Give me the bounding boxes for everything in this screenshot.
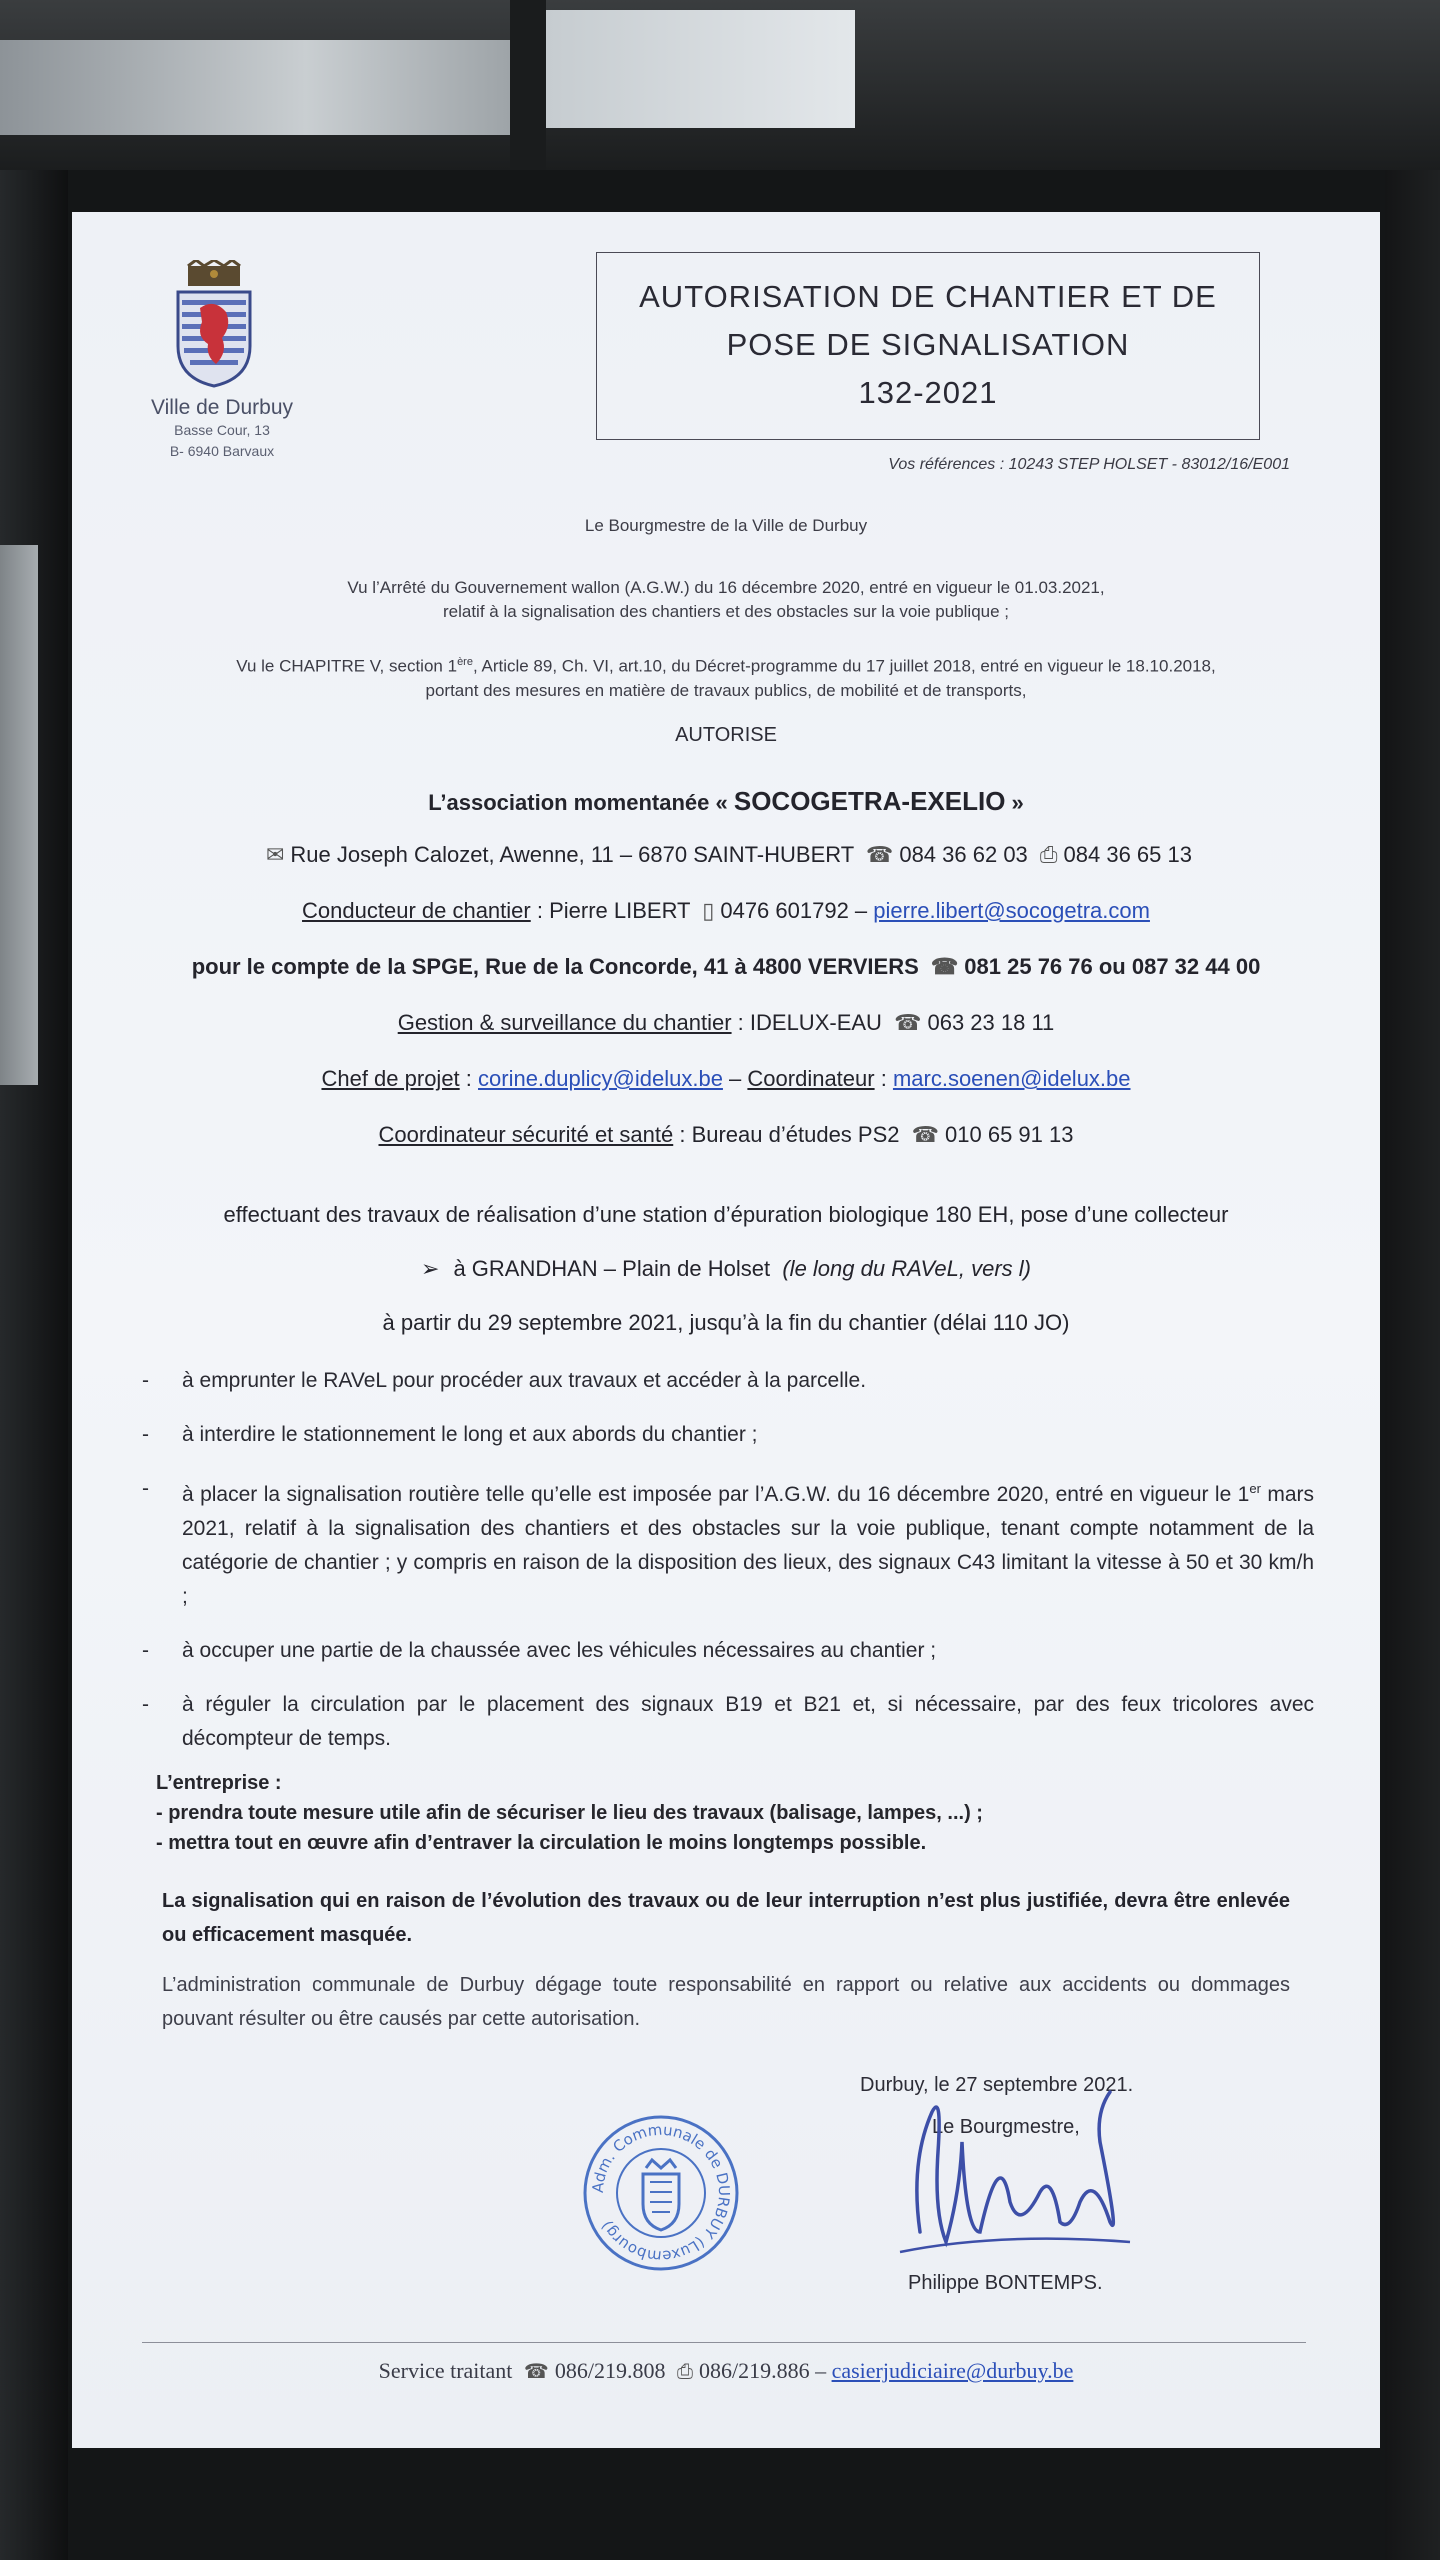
vu-decret	[72, 650, 1380, 703]
fax-icon: ⎙	[1039, 842, 1058, 867]
vu-decret-a: Vu le CHAPITRE V, section 1	[236, 656, 458, 676]
gestion-phone: 063 23 18 11	[927, 1010, 1055, 1035]
compte-line	[72, 954, 1380, 980]
bullet-text	[182, 1472, 1314, 1614]
stamp-ring-text: Adm. Communale de DURBUY (Luxembourg)	[588, 2120, 734, 2266]
conducteur-gsm: 0476 601792 –	[720, 898, 874, 923]
securite-value: : Bureau d’études PS2	[673, 1122, 900, 1147]
works-description: effectuant des travaux de réalisation d’une station d’épuration biologique 180 EH, pose d’une collecteur	[223, 1202, 1229, 1227]
entreprise-heading: L’entreprise :	[156, 1772, 282, 1794]
signatory-role: Le Bourgmestre,	[932, 2116, 1080, 2138]
bullet-text: à emprunter le RAVeL pour procéder aux travaux et accéder à la parcelle.	[182, 1369, 867, 1392]
beneficiary-name: SOCOGETRA-EXELIO	[733, 786, 1006, 816]
phone-icon: ☎	[930, 954, 959, 979]
municipality-address-line2: B- 6940 Barvaux	[169, 443, 275, 459]
official-stamp	[580, 2112, 742, 2274]
notice-document	[72, 212, 1380, 2448]
signalisation-notice: La signalisation qui en raison de l’évolution des travaux ou de leur interruption n’est plus justifiée, devra être enlevée ou efficacement masquée.	[162, 1890, 1290, 1946]
chef-line	[72, 1066, 1380, 1092]
window-glare-right	[545, 10, 855, 128]
beneficiary-phone: 084 36 62 03	[899, 842, 1028, 867]
vu-agw-line1: Vu l’Arrêté du Gouvernement wallon (A.G.W.) du 16 décembre 2020, entré en vigueur le 01.03.2021,	[347, 578, 1105, 597]
chef-dash: –	[722, 1066, 748, 1091]
vu-decret-line1	[72, 650, 1380, 679]
compte-text: pour le compte de la SPGE, Rue de la Concorde, 41 à 4800 VERVIERS	[191, 954, 919, 979]
bullet-dash: -	[142, 1369, 149, 1392]
conducteur-name: : Pierre LIBERT	[530, 898, 691, 923]
bullet-text-a: à placer la signalisation routière telle qu’elle est imposée par l’A.G.W. du 16 décembre 2020, entré en vigueur le 1	[182, 1483, 1250, 1506]
gestion-value: : IDELUX-EAU	[731, 1010, 882, 1035]
footer-phone: 086/219.808	[554, 2358, 666, 2383]
bullet-dash: -	[142, 1423, 149, 1446]
side-glare	[0, 545, 38, 1085]
vu-decret-b: , Article 89, Ch. VI, art.10, du Décret-programme du 17 juillet 2018, entré en vigueur le 18.10.2018,	[472, 656, 1216, 676]
coordinator-label: Coordinateur	[747, 1066, 875, 1091]
authority-line: Le Bourgmestre de la Ville de Durbuy	[584, 516, 868, 535]
phone-icon: ☎	[911, 1122, 940, 1147]
footer	[72, 2358, 1380, 2384]
phone-icon: ☎	[894, 1010, 922, 1035]
bullet-dash: -	[142, 1639, 149, 1662]
works-period: à partir du 29 septembre 2021, jusqu’à la fin du chantier (délai 110 JO)	[382, 1310, 1070, 1335]
bullet-text: à interdire le stationnement le long et aux abords du chantier ;	[182, 1423, 758, 1446]
coat-of-arms-logo	[172, 260, 256, 388]
vu-decret-sup: ère	[457, 656, 473, 668]
conducteur-email-link[interactable]: pierre.libert@socogetra.com	[873, 898, 1150, 923]
mobile-phone-icon: ▯	[702, 898, 715, 923]
place-date: Durbuy, le 27 septembre 2021.	[860, 2074, 1134, 2096]
title-line2: POSE DE SIGNALISATION	[726, 327, 1130, 362]
beneficiary-suffix: »	[1005, 790, 1024, 815]
beneficiary-prefix: L’association momentanée «	[428, 790, 734, 815]
mail-icon: ✉	[265, 842, 285, 867]
compte-phones: 081 25 76 76 ou 087 32 44 00	[964, 954, 1261, 979]
works-location-note: (le long du RAVeL, vers l)	[782, 1256, 1031, 1281]
municipality-address-line1: Basse Cour, 13	[174, 422, 270, 438]
chef-email-link[interactable]: corine.duplicy@idelux.be	[478, 1066, 723, 1091]
window-frame-right	[1385, 170, 1440, 2560]
bullet-text-b: mars 2021, relatif à la signalisation des chantiers et des obstacles sur la voie publique, tenant compte notamment de la catégorie de chantier ; y compris en raison de la disposition des lieux, des signaux C43 limitant la vitesse à 50 et 30 km/h ;	[182, 1483, 1314, 1608]
securite-line	[72, 1122, 1380, 1148]
references: Vos références : 10243 STEP HOLSET - 83012/16/E001	[888, 456, 1290, 473]
bullet-item	[142, 1472, 1314, 1614]
beneficiary-line	[72, 786, 1380, 817]
autorise-heading: AUTORISE	[675, 724, 777, 746]
municipality-block	[122, 396, 322, 462]
vu-agw-line2: relatif à la signalisation des chantiers et des obstacles sur la voie publique ;	[442, 602, 1010, 621]
coordinator-sep: :	[874, 1066, 893, 1091]
arrow-bullet-icon: ➢	[421, 1256, 440, 1281]
title-box	[596, 252, 1260, 440]
responsabilite-notice: L’administration communale de Durbuy dégage toute responsabilité en rapport ou relative aux accidents ou dommages pouvant résulter ou être causés par cette autorisation.	[162, 1974, 1290, 2030]
entreprise-item: - mettra tout en œuvre afin d’entraver la circulation le moins longtemps possible.	[156, 1832, 927, 1854]
phone-icon: ☎	[523, 2361, 549, 2383]
footer-divider	[142, 2342, 1306, 2343]
vu-agw	[72, 576, 1380, 624]
bullet-dash: -	[142, 1693, 149, 1716]
handwritten-signature	[880, 2082, 1170, 2262]
coordinator-email-link[interactable]: marc.soenen@idelux.be	[892, 1066, 1131, 1091]
signatory-name: Philippe BONTEMPS.	[908, 2272, 1103, 2294]
bullet-text-sup: er	[1249, 1481, 1261, 1496]
gestion-label: Gestion & surveillance du chantier	[397, 1010, 732, 1035]
beneficiary-address: Rue Joseph Calozet, Awenne, 11 – 6870 SAINT-HUBERT	[290, 842, 854, 867]
bullet-item	[142, 1634, 1314, 1668]
chef-sep: :	[459, 1066, 479, 1091]
title-line1: AUTORISATION DE CHANTIER ET DE	[639, 279, 1217, 314]
entreprise-block	[156, 1768, 1316, 1858]
phone-icon: ☎	[865, 842, 894, 867]
title-number: 132-2021	[858, 375, 998, 410]
works-location: à GRANDHAN – Plain de Holset	[453, 1256, 771, 1281]
vu-decret-line2: portant des mesures en matière de travaux publics, de mobilité et de transports,	[425, 680, 1027, 700]
window-glare-left	[0, 40, 510, 135]
bullet-item	[142, 1364, 1314, 1398]
entreprise-item: - prendra toute mesure utile afin de sécuriser le lieu des travaux (balisage, lampes, ...) ;	[156, 1802, 983, 1824]
footer-prefix: Service traitant	[378, 2358, 518, 2383]
gestion-line	[72, 1010, 1380, 1036]
bullet-text: à occuper une partie de la chaussée avec les véhicules nécessaires au chantier ;	[182, 1639, 937, 1662]
footer-email-link[interactable]: casierjudiciaire@durbuy.be	[831, 2358, 1074, 2383]
bullet-dash: -	[142, 1477, 149, 1500]
window-frame-left	[0, 170, 68, 2560]
beneficiary-fax: 084 36 65 13	[1063, 842, 1192, 867]
works-location-line	[72, 1256, 1380, 1282]
conducteur-line	[72, 898, 1380, 924]
footer-dash: –	[809, 2358, 832, 2383]
conducteur-label: Conducteur de chantier	[302, 898, 531, 923]
bullet-item	[142, 1418, 1314, 1452]
bullet-item	[142, 1688, 1314, 1756]
securite-phone: 010 65 91 13	[945, 1122, 1074, 1147]
chef-label: Chef de projet	[321, 1066, 460, 1091]
fax-icon: ⎙	[676, 2361, 693, 2383]
window-mullion	[510, 0, 546, 170]
bullet-text: à réguler la circulation par le placement des signaux B19 et B21 et, si nécessaire, par des feux tricolores avec décompteur de temps.	[182, 1693, 1314, 1750]
securite-label: Coordinateur sécurité et santé	[378, 1122, 674, 1147]
beneficiary-address-line	[72, 842, 1380, 868]
footer-fax: 086/219.886	[698, 2358, 810, 2383]
municipality-name: Ville de Durbuy	[150, 396, 294, 419]
